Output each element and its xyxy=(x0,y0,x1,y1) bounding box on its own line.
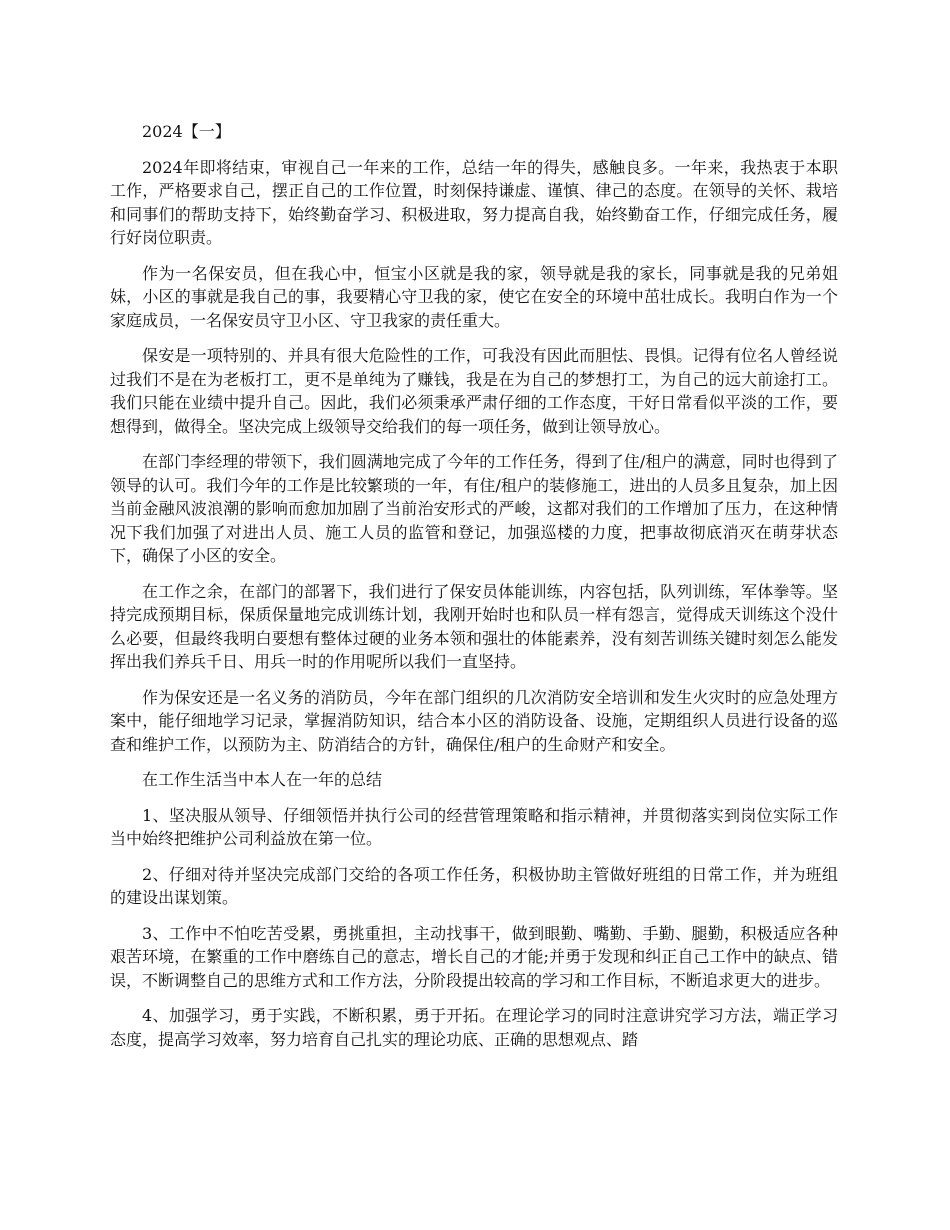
document-page xyxy=(110,120,838,1063)
list-item: 1、坚决服从领导、仔细领悟并执行公司的经营管理策略和指示精神，并贯彻落实到岗位实际工作当中始终把维护公司利益放在第一位。 xyxy=(110,805,838,848)
paragraph-role: 作为一名保安员，但在我心中，恒宝小区就是我的家，领导就是我的家长，同事就是我的兄弟姐妹，小区的事就是我自己的事，我要精心守卫我的家，使它在安全的环境中茁壮成长。我明白作为一个家庭成员，一名保安员守卫小区、守卫我家的责任重大。 xyxy=(110,263,838,330)
paragraph-training: 在工作之余，在部门的部署下，我们进行了保安员体能训练，内容包括，队列训练，军体拳等。坚持完成预期目标，保质保量地完成训练计划，我刚开始时也和队员一样有怨言，觉得成天训练这个没什么必要，但最终我明白要想有整体过硬的业务本领和强壮的体能素养，没有刻苦训练关键时刻怎么能发挥出我们养兵千日、用兵一时的作用呢所以我们一直坚持。 xyxy=(110,581,838,671)
paragraph-achievements: 在部门李经理的带领下，我们圆满地完成了今年的工作任务，得到了住/租户的满意，同时也得到了领导的认可。我们今年的工作是比较繁琐的一年，有住/租户的装修施工，进出的人员多且复杂，加上因当前金融风波浪潮的影响而愈加加剧了当前治安形式的严峻，这都对我们的工作增加了压力，在这种情况下我们加强了对进出人员、施工人员的监管和登记，加强巡楼的力度，把事故彻底消灭在萌芽状态下，确保了小区的安全。 xyxy=(110,452,838,565)
list-item: 3、工作中不怕吃苦受累，勇挑重担，主动找事干，做到眼勤、嘴勤、手勤、腿勤，积极适应各种艰苦环境，在繁重的工作中磨练自己的意志，增长自己的才能;并勇于发现和纠正自己工作中的缺点、错误，不断调整自己的思维方式和工作方法，分阶段提出较高的学习和工作目标，不断追求更大的进步。 xyxy=(110,923,838,990)
paragraph-fire-safety: 作为保安还是一名义务的消防员，今年在部门组织的几次消防安全培训和发生火灾时的应急处理方案中，能仔细地学习记录，掌握消防知识，结合本小区的消防设备、设施，定期组织人员进行设备的巡查和维护工作，以预防为主、防消结合的方针，确保住/租户的生命财产和安全。 xyxy=(110,687,838,754)
document-heading: 2024【一】 xyxy=(142,122,231,141)
list-item: 4、加强学习，勇于实践，不断积累，勇于开拓。在理论学习的同时注意讲究学习方法，端正学习态度，提高学习效率，努力培育自己扎实的理论功底、正确的思想观点、踏 xyxy=(110,1006,838,1049)
paragraph-summary-title: 在工作生活当中本人在一年的总结 xyxy=(142,770,383,789)
paragraph-attitude: 保安是一项特别的、并具有很大危险性的工作，可我没有因此而胆怯、畏惧。记得有位名人曾经说过我们不是在为老板打工，更不是单纯为了赚钱，我是在为自己的梦想打工，为自己的远大前途打工。我们只能在业绩中提升自己。因此，我们必须秉承严肃仔细的工作态度，干好日常看似平淡的工作，要想得到，做得全。坚决完成上级领导交给我们的每一项任务，做到让领导放心。 xyxy=(110,346,838,436)
list-item: 2、仔细对待并坚决完成部门交给的各项工作任务，积极协助主管做好班组的日常工作，并为班组的建设出谋划策。 xyxy=(110,864,838,907)
paragraph-intro: 2024年即将结束，审视自己一年来的工作，总结一年的得失，感触良多。一年来，我热衷于本职工作，严格要求自己，摆正自己的工作位置，时刻保持谦虚、谨慎、律己的态度。在领导的关怀、栽培和同事们的帮助支持下，始终勤奋学习、积极进取，努力提高自我，始终勤奋工作，仔细完成任务，履行好岗位职责。 xyxy=(110,157,838,247)
